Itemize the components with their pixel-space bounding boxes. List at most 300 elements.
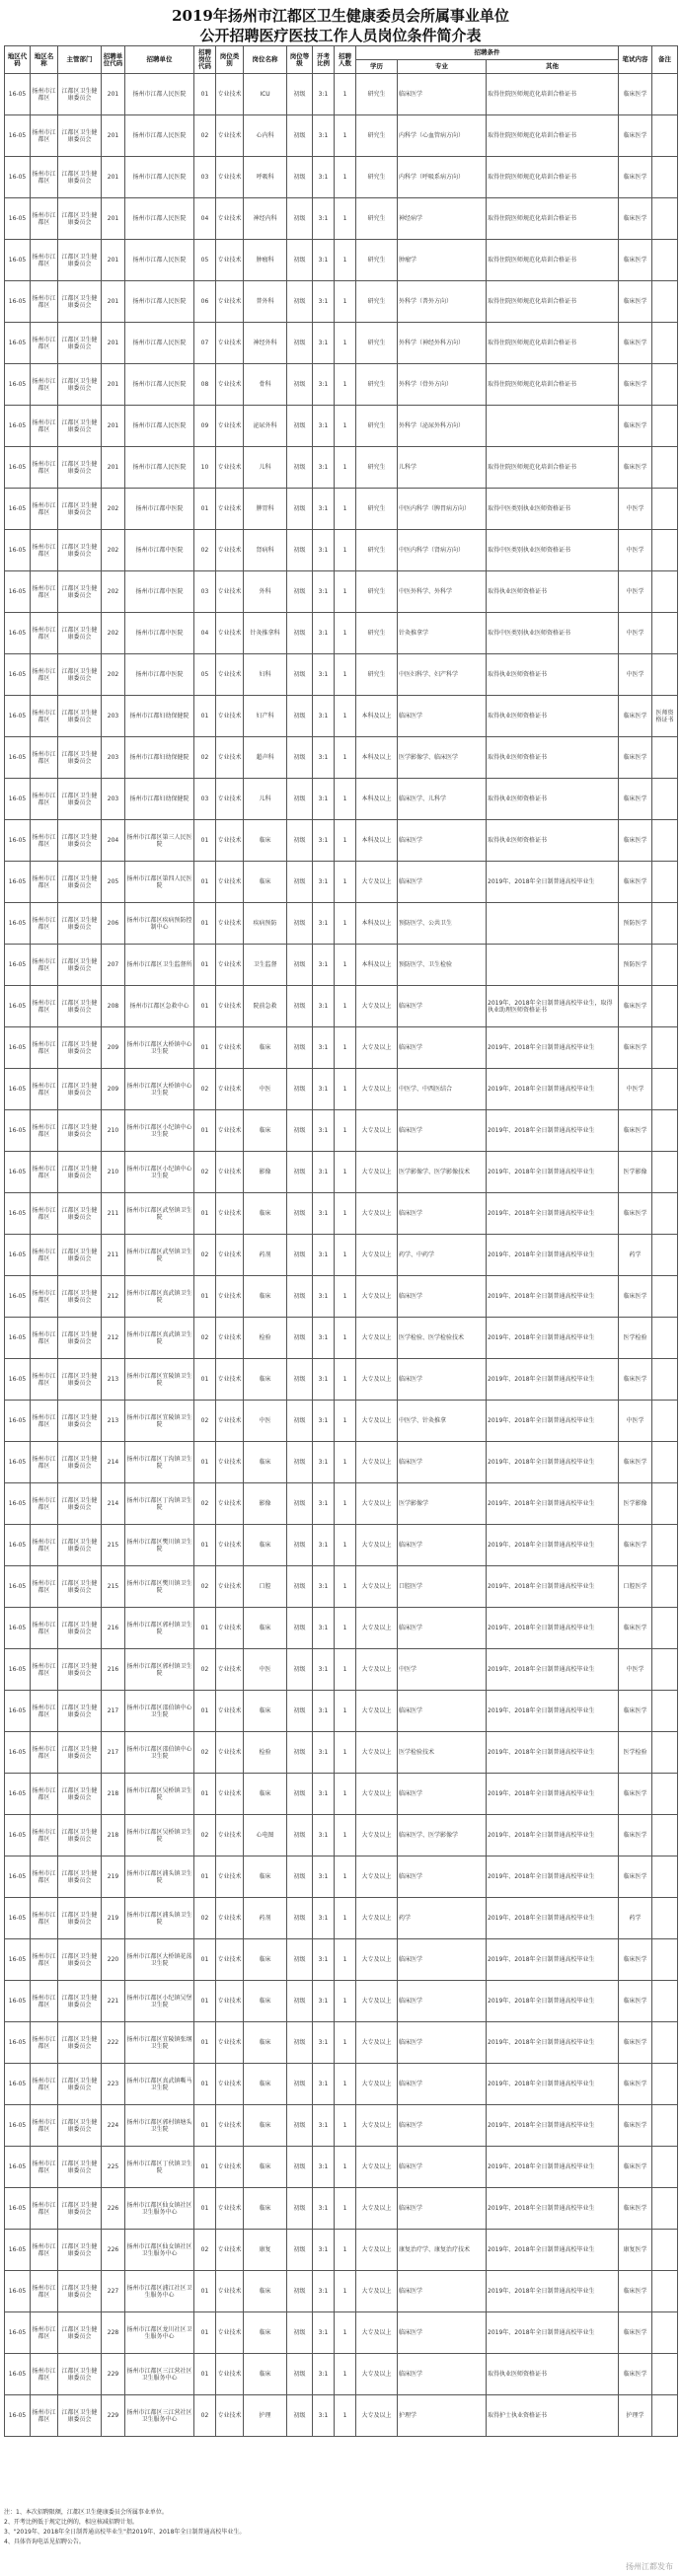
cell-unit: 扬州市江都区宜陵镇卫生院 — [125, 1359, 194, 1401]
cell-notes — [652, 115, 678, 157]
table-row — [5, 613, 678, 654]
cell-post-name: 临床 — [244, 2147, 287, 2188]
cell-area-code: 16-05 — [5, 1235, 31, 1276]
cell-other: 2019年、2018年全日制普通高校毕业生 — [487, 2022, 619, 2064]
cell-notes — [652, 1318, 678, 1359]
cell-exam-ratio: 3:1 — [313, 1815, 335, 1856]
cell-unit-code: 204 — [102, 820, 125, 862]
cell-headcount: 1 — [335, 2147, 356, 2188]
cell-post-code: 01 — [194, 2354, 216, 2395]
cell-major: 临床医学 — [398, 1608, 487, 1649]
cell-post-level: 初级 — [287, 2271, 313, 2312]
cell-exam-content: 临床医学 — [619, 198, 652, 240]
cell-other: 2019年、2018年全日制普通高校毕业生 — [487, 1193, 619, 1235]
cell-exam-ratio: 3:1 — [313, 986, 335, 1027]
cell-headcount: 1 — [335, 2395, 356, 2437]
cell-education: 本科及以上 — [356, 945, 398, 986]
cell-exam-content: 预防医学 — [619, 945, 652, 986]
cell-post-type: 专业技术 — [216, 1152, 244, 1193]
cell-post-type: 专业技术 — [216, 696, 244, 737]
cell-headcount: 1 — [335, 1691, 356, 1732]
cell-post-code: 01 — [194, 2022, 216, 2064]
cell-post-level: 初级 — [287, 364, 313, 406]
cell-department: 江都区卫生健康委员会 — [58, 323, 102, 364]
cell-notes — [652, 1981, 678, 2022]
cell-post-type: 专业技术 — [216, 2271, 244, 2312]
cell-other: 2019年、2018年全日制普通高校毕业生 — [487, 1566, 619, 1608]
cell-department: 江都区卫生健康委员会 — [58, 1235, 102, 1276]
cell-post-level: 初级 — [287, 530, 313, 571]
cell-post-type: 专业技术 — [216, 1483, 244, 1525]
cell-education: 大专及以上 — [356, 1732, 398, 1774]
cell-major: 临床医学、儿科学 — [398, 779, 487, 820]
cell-exam-content: 临床医学 — [619, 240, 652, 281]
cell-exam-content: 医学影像 — [619, 1152, 652, 1193]
cell-area-name: 扬州市江都区 — [31, 571, 58, 613]
cell-unit-code: 210 — [102, 1110, 125, 1152]
cell-post-level: 初级 — [287, 1401, 313, 1442]
table-row — [5, 489, 678, 530]
cell-exam-ratio: 3:1 — [313, 489, 335, 530]
cell-unit: 扬州市江都区第四人民医院 — [125, 862, 194, 903]
cell-post-type: 专业技术 — [216, 1732, 244, 1774]
cell-headcount: 1 — [335, 1069, 356, 1110]
table-row — [5, 737, 678, 779]
header-department: 主管部门 — [58, 46, 102, 74]
cell-headcount: 1 — [335, 1981, 356, 2022]
cell-department: 江都区卫生健康委员会 — [58, 1276, 102, 1318]
cell-exam-ratio: 3:1 — [313, 1442, 335, 1483]
cell-notes — [652, 862, 678, 903]
cell-unit-code: 219 — [102, 1898, 125, 1939]
cell-exam-content: 医学影像 — [619, 1483, 652, 1525]
table-row — [5, 1442, 678, 1483]
cell-notes — [652, 1649, 678, 1691]
cell-unit: 扬州市江都妇幼保健院 — [125, 779, 194, 820]
cell-post-code: 02 — [194, 1898, 216, 1939]
cell-department: 江都区卫生健康委员会 — [58, 862, 102, 903]
cell-area-code: 16-05 — [5, 530, 31, 571]
cell-unit-code: 212 — [102, 1276, 125, 1318]
cell-headcount: 1 — [335, 2271, 356, 2312]
cell-notes — [652, 2230, 678, 2271]
table-row — [5, 2354, 678, 2395]
cell-exam-content: 临床医学 — [619, 1691, 652, 1732]
cell-post-code: 01 — [194, 1110, 216, 1152]
cell-notes — [652, 1276, 678, 1318]
cell-area-name: 扬州市江都区 — [31, 1442, 58, 1483]
cell-notes — [652, 2271, 678, 2312]
cell-post-name: 脾胃科 — [244, 489, 287, 530]
cell-major: 药学 — [398, 1898, 487, 1939]
header-exam-content: 笔试内容 — [619, 46, 652, 74]
table-row — [5, 157, 678, 198]
cell-area-code: 16-05 — [5, 198, 31, 240]
cell-post-level: 初级 — [287, 1027, 313, 1069]
cell-post-code: 01 — [194, 945, 216, 986]
cell-major: 神经病学 — [398, 198, 487, 240]
cell-major: 临床医学 — [398, 2188, 487, 2230]
cell-major: 中医学、针灸推拿 — [398, 1401, 487, 1442]
cell-department: 江都区卫生健康委员会 — [58, 1981, 102, 2022]
cell-notes — [652, 737, 678, 779]
cell-other: 2019年、2018年全日制普通高校毕业生 — [487, 1110, 619, 1152]
cell-notes — [652, 1608, 678, 1649]
cell-other: 2019年、2018年全日制普通高校毕业生 — [487, 1691, 619, 1732]
cell-post-code: 07 — [194, 323, 216, 364]
cell-unit-code: 214 — [102, 1442, 125, 1483]
cell-post-level: 初级 — [287, 198, 313, 240]
cell-education: 研究生 — [356, 571, 398, 613]
cell-area-name: 扬州市江都区 — [31, 613, 58, 654]
cell-post-level: 初级 — [287, 571, 313, 613]
cell-post-type: 专业技术 — [216, 1774, 244, 1815]
cell-notes — [652, 2147, 678, 2188]
cell-department: 江都区卫生健康委员会 — [58, 2022, 102, 2064]
cell-post-name: 影像 — [244, 1152, 287, 1193]
cell-other: 2019年、2018年全日制普通高校毕业生 — [487, 1815, 619, 1856]
cell-post-type: 专业技术 — [216, 862, 244, 903]
cell-unit: 扬州市江都区武坚镇卫生院 — [125, 1193, 194, 1235]
cell-post-code: 03 — [194, 779, 216, 820]
recruitment-table — [4, 45, 678, 2437]
cell-area-code: 16-05 — [5, 779, 31, 820]
cell-unit-code: 201 — [102, 281, 125, 323]
cell-post-type: 专业技术 — [216, 1691, 244, 1732]
cell-department: 江都区卫生健康委员会 — [58, 281, 102, 323]
cell-post-name: 卫生监督 — [244, 945, 287, 986]
cell-department: 江都区卫生健康委员会 — [58, 1608, 102, 1649]
cell-unit-code: 225 — [102, 2147, 125, 2188]
cell-post-level: 初级 — [287, 737, 313, 779]
cell-department: 江都区卫生健康委员会 — [58, 74, 102, 115]
cell-other: 取得住院医师规范化培训合格证书 — [487, 74, 619, 115]
cell-area-name: 扬州市江都区 — [31, 1525, 58, 1566]
cell-area-name: 扬州市江都区 — [31, 1193, 58, 1235]
header-conditions: 招聘条件 — [356, 46, 619, 60]
cell-other: 2019年、2018年全日制普通高校毕业生 — [487, 1359, 619, 1401]
cell-unit-code: 218 — [102, 1815, 125, 1856]
cell-post-type: 专业技术 — [216, 74, 244, 115]
cell-post-code: 01 — [194, 903, 216, 945]
cell-education: 大专及以上 — [356, 1069, 398, 1110]
footnote: 3、"2019年、2018年全日制普通高校毕业生"指2019年、2018年全日制普通高校毕业生。 — [4, 2529, 246, 2536]
cell-major: 临床医学 — [398, 986, 487, 1027]
cell-post-code: 01 — [194, 2064, 216, 2105]
cell-post-code: 03 — [194, 157, 216, 198]
cell-notes — [652, 1691, 678, 1732]
cell-post-level: 初级 — [287, 820, 313, 862]
cell-unit-code: 201 — [102, 323, 125, 364]
cell-unit-code: 226 — [102, 2188, 125, 2230]
cell-major: 药学、中药学 — [398, 1235, 487, 1276]
cell-unit-code: 201 — [102, 74, 125, 115]
cell-post-code: 01 — [194, 74, 216, 115]
cell-post-name: 临床 — [244, 862, 287, 903]
cell-post-type: 专业技术 — [216, 1442, 244, 1483]
cell-post-code: 01 — [194, 986, 216, 1027]
footnote: 注：1、本次招聘限额，江都区卫生健康委员会所属事业单位。 — [4, 2509, 168, 2516]
cell-education: 大专及以上 — [356, 2354, 398, 2395]
cell-notes — [652, 1152, 678, 1193]
cell-area-name: 扬州市江都区 — [31, 1981, 58, 2022]
cell-post-name: 肿瘤科 — [244, 240, 287, 281]
header-major: 专业 — [398, 60, 487, 74]
cell-exam-ratio: 3:1 — [313, 654, 335, 696]
cell-unit: 扬州市江都区三江营社区卫生服务中心 — [125, 2395, 194, 2437]
cell-notes — [652, 281, 678, 323]
cell-exam-ratio: 3:1 — [313, 1276, 335, 1318]
cell-post-level: 初级 — [287, 1898, 313, 1939]
cell-post-type: 专业技术 — [216, 1649, 244, 1691]
cell-headcount: 1 — [335, 115, 356, 157]
cell-department: 江都区卫生健康委员会 — [58, 489, 102, 530]
cell-exam-content: 中医学 — [619, 489, 652, 530]
header-post-code: 招聘岗位代码 — [194, 46, 216, 74]
cell-area-code: 16-05 — [5, 2395, 31, 2437]
cell-area-code: 16-05 — [5, 903, 31, 945]
cell-notes — [652, 1359, 678, 1401]
cell-education: 本科及以上 — [356, 737, 398, 779]
cell-major: 临床医学、医学影像学 — [398, 1815, 487, 1856]
cell-exam-ratio: 3:1 — [313, 447, 335, 489]
cell-post-level: 初级 — [287, 2395, 313, 2437]
cell-other: 2019年、2018年全日制普通高校毕业生 — [487, 2105, 619, 2147]
cell-notes — [652, 74, 678, 115]
cell-department: 江都区卫生健康委员会 — [58, 1774, 102, 1815]
cell-post-code: 10 — [194, 447, 216, 489]
cell-post-code: 01 — [194, 1276, 216, 1318]
cell-unit-code: 229 — [102, 2395, 125, 2437]
cell-exam-content: 临床医学 — [619, 737, 652, 779]
cell-department: 江都区卫生健康委员会 — [58, 2064, 102, 2105]
cell-post-name: 药剂 — [244, 1898, 287, 1939]
cell-education: 大专及以上 — [356, 1939, 398, 1981]
cell-major: 口腔医学 — [398, 1566, 487, 1608]
cell-headcount: 1 — [335, 1442, 356, 1483]
cell-education: 大专及以上 — [356, 1981, 398, 2022]
cell-exam-content: 临床医学 — [619, 74, 652, 115]
cell-unit-code: 228 — [102, 2312, 125, 2354]
cell-unit: 扬州市江都区真武镇嘶马卫生院 — [125, 2064, 194, 2105]
cell-area-name: 扬州市江都区 — [31, 1608, 58, 1649]
cell-department: 江都区卫生健康委员会 — [58, 2395, 102, 2437]
table-row — [5, 1401, 678, 1442]
cell-exam-ratio: 3:1 — [313, 862, 335, 903]
cell-area-name: 扬州市江都区 — [31, 1027, 58, 1069]
cell-area-code: 16-05 — [5, 820, 31, 862]
cell-exam-content: 临床医学 — [619, 2022, 652, 2064]
cell-headcount: 1 — [335, 571, 356, 613]
cell-unit-code: 202 — [102, 489, 125, 530]
cell-post-type: 专业技术 — [216, 2147, 244, 2188]
table-row — [5, 2147, 678, 2188]
cell-exam-content: 临床医学 — [619, 820, 652, 862]
cell-major: 临床医学 — [398, 2312, 487, 2354]
cell-exam-ratio: 3:1 — [313, 2064, 335, 2105]
cell-headcount: 1 — [335, 1732, 356, 1774]
cell-post-level: 初级 — [287, 1442, 313, 1483]
cell-post-level: 初级 — [287, 779, 313, 820]
cell-notes — [652, 571, 678, 613]
cell-area-name: 扬州市江都区 — [31, 530, 58, 571]
cell-area-code: 16-05 — [5, 2022, 31, 2064]
cell-unit: 扬州市江都区邵伯镇中心卫生院 — [125, 1691, 194, 1732]
cell-area-code: 16-05 — [5, 1856, 31, 1898]
cell-education: 大专及以上 — [356, 2188, 398, 2230]
cell-exam-ratio: 3:1 — [313, 1732, 335, 1774]
cell-education: 研究生 — [356, 323, 398, 364]
cell-post-code: 02 — [194, 1152, 216, 1193]
cell-major: 中医内科学（脾胃病方向） — [398, 489, 487, 530]
cell-post-level: 初级 — [287, 1235, 313, 1276]
cell-unit-code: 218 — [102, 1774, 125, 1815]
cell-other: 取得中医类别执业医师资格证书 — [487, 489, 619, 530]
cell-education: 本科及以上 — [356, 903, 398, 945]
cell-other: 2019年、2018年全日制普通高校毕业生 — [487, 1649, 619, 1691]
cell-area-code: 16-05 — [5, 2064, 31, 2105]
cell-unit-code: 201 — [102, 198, 125, 240]
cell-headcount: 1 — [335, 1110, 356, 1152]
cell-exam-ratio: 3:1 — [313, 2312, 335, 2354]
table-row — [5, 1856, 678, 1898]
cell-unit-code: 213 — [102, 1359, 125, 1401]
cell-notes — [652, 2312, 678, 2354]
cell-department: 江都区卫生健康委员会 — [58, 613, 102, 654]
cell-other: 2019年、2018年全日制普通高校毕业生 — [487, 1939, 619, 1981]
cell-education: 研究生 — [356, 115, 398, 157]
cell-post-level: 初级 — [287, 2354, 313, 2395]
cell-area-name: 扬州市江都区 — [31, 1566, 58, 1608]
cell-department: 江都区卫生健康委员会 — [58, 240, 102, 281]
cell-area-code: 16-05 — [5, 862, 31, 903]
cell-exam-ratio: 3:1 — [313, 1981, 335, 2022]
cell-post-name: 检验 — [244, 1318, 287, 1359]
cell-exam-content: 药学 — [619, 1898, 652, 1939]
cell-post-code: 02 — [194, 1732, 216, 1774]
cell-headcount: 1 — [335, 1525, 356, 1566]
cell-area-code: 16-05 — [5, 74, 31, 115]
cell-headcount: 1 — [335, 1401, 356, 1442]
cell-area-name: 扬州市江都区 — [31, 364, 58, 406]
cell-post-code: 01 — [194, 820, 216, 862]
cell-area-code: 16-05 — [5, 323, 31, 364]
cell-unit: 扬州市江都中医院 — [125, 654, 194, 696]
table-header — [5, 46, 678, 74]
cell-exam-content: 临床医学 — [619, 406, 652, 447]
cell-post-level: 初级 — [287, 489, 313, 530]
cell-area-name: 扬州市江都区 — [31, 1152, 58, 1193]
cell-education: 大专及以上 — [356, 1608, 398, 1649]
cell-headcount: 1 — [335, 1774, 356, 1815]
cell-exam-content: 临床医学 — [619, 1774, 652, 1815]
cell-post-level: 初级 — [287, 2230, 313, 2271]
cell-exam-content: 临床医学 — [619, 1359, 652, 1401]
cell-area-name: 扬州市江都区 — [31, 1483, 58, 1525]
cell-major: 中医学、中西医结合 — [398, 1069, 487, 1110]
cell-unit-code: 201 — [102, 364, 125, 406]
cell-unit: 扬州市江都中医院 — [125, 489, 194, 530]
cell-department: 江都区卫生健康委员会 — [58, 779, 102, 820]
cell-unit-code: 201 — [102, 115, 125, 157]
cell-exam-content: 中医学 — [619, 530, 652, 571]
cell-major: 医学检验技术 — [398, 1732, 487, 1774]
cell-exam-ratio: 3:1 — [313, 2395, 335, 2437]
cell-post-level: 初级 — [287, 1774, 313, 1815]
cell-other: 取得执业医师资格证书 — [487, 696, 619, 737]
cell-unit: 扬州市江都区大桥镇花荡卫生院 — [125, 1939, 194, 1981]
cell-major: 内科学（心血管病方向） — [398, 115, 487, 157]
cell-post-type: 专业技术 — [216, 1318, 244, 1359]
cell-other: 2019年、2018年全日制普通高校毕业生 — [487, 1318, 619, 1359]
cell-post-level: 初级 — [287, 1815, 313, 1856]
cell-post-type: 专业技术 — [216, 1525, 244, 1566]
cell-other: 取得执业医师资格证书 — [487, 654, 619, 696]
cell-education: 大专及以上 — [356, 1815, 398, 1856]
cell-post-name: 超声科 — [244, 737, 287, 779]
table-row — [5, 74, 678, 115]
cell-post-level: 初级 — [287, 1318, 313, 1359]
cell-area-code: 16-05 — [5, 2147, 31, 2188]
cell-unit-code: 201 — [102, 240, 125, 281]
cell-area-name: 扬州市江都区 — [31, 862, 58, 903]
table-row — [5, 571, 678, 613]
cell-post-type: 专业技术 — [216, 115, 244, 157]
cell-notes — [652, 1401, 678, 1442]
cell-area-code: 16-05 — [5, 1483, 31, 1525]
cell-unit: 扬州市江都人民医院 — [125, 115, 194, 157]
cell-post-type: 专业技术 — [216, 2312, 244, 2354]
cell-area-name: 扬州市江都区 — [31, 1691, 58, 1732]
cell-major: 外科学（神经外科方向） — [398, 323, 487, 364]
cell-post-name: 临床 — [244, 1981, 287, 2022]
cell-notes — [652, 240, 678, 281]
cell-exam-content: 临床医学 — [619, 1525, 652, 1566]
cell-unit: 扬州市江都区大桥镇中心卫生院 — [125, 1069, 194, 1110]
cell-other: 2019年、2018年全日制普通高校毕业生 — [487, 1069, 619, 1110]
cell-post-level: 初级 — [287, 157, 313, 198]
cell-notes — [652, 1442, 678, 1483]
cell-department: 江都区卫生健康委员会 — [58, 2354, 102, 2395]
cell-major: 临床医学 — [398, 2022, 487, 2064]
cell-area-code: 16-05 — [5, 1981, 31, 2022]
cell-education: 大专及以上 — [356, 1193, 398, 1235]
cell-notes — [652, 2022, 678, 2064]
table-row — [5, 2105, 678, 2147]
cell-major: 中医外科学、外科学 — [398, 571, 487, 613]
cell-area-name: 扬州市江都区 — [31, 2188, 58, 2230]
cell-notes — [652, 1110, 678, 1152]
cell-unit-code: 203 — [102, 779, 125, 820]
cell-post-name: 临床 — [244, 2022, 287, 2064]
cell-exam-ratio: 3:1 — [313, 74, 335, 115]
cell-area-code: 16-05 — [5, 1110, 31, 1152]
cell-exam-content: 药学 — [619, 1235, 652, 1276]
cell-post-code: 01 — [194, 862, 216, 903]
cell-other: 2019年、2018年全日制普通高校毕业生 — [487, 1276, 619, 1318]
cell-area-name: 扬州市江都区 — [31, 74, 58, 115]
cell-exam-ratio: 3:1 — [313, 1027, 335, 1069]
cell-exam-content: 医学检验 — [619, 1318, 652, 1359]
cell-exam-ratio: 3:1 — [313, 2354, 335, 2395]
cell-major: 临床医学 — [398, 862, 487, 903]
cell-unit: 扬州市江都区武坚镇卫生院 — [125, 1235, 194, 1276]
cell-department: 江都区卫生健康委员会 — [58, 1732, 102, 1774]
cell-unit: 扬州市江都区丁沟镇卫生院 — [125, 1483, 194, 1525]
cell-area-code: 16-05 — [5, 1898, 31, 1939]
cell-area-name: 扬州市江都区 — [31, 696, 58, 737]
cell-notes — [652, 1815, 678, 1856]
